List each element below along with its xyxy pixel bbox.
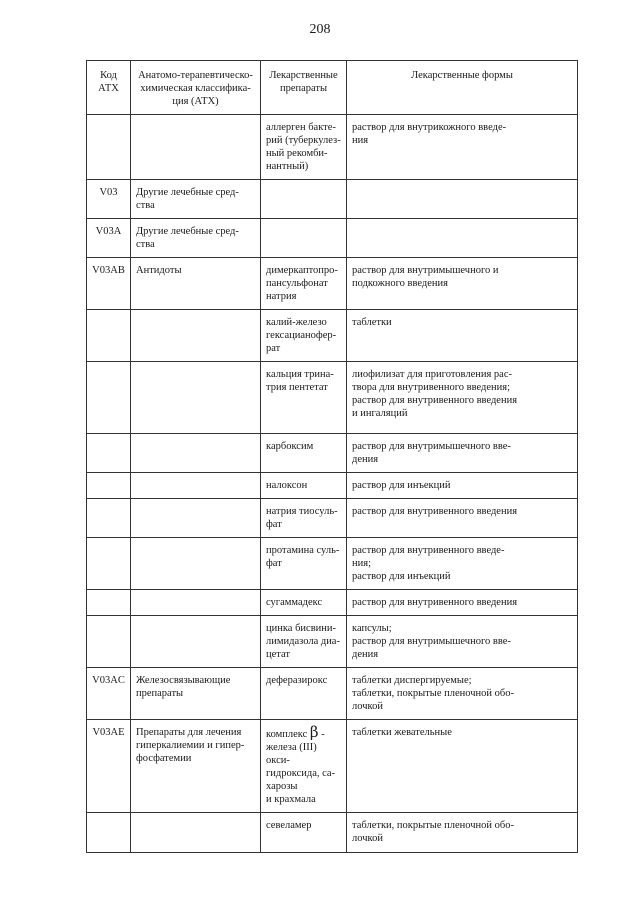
row-drug: сугаммадекс <box>261 590 347 616</box>
row-drug: деферазирокс <box>261 668 347 720</box>
page-number: 208 <box>309 22 331 37</box>
drug-prefix: комплекс <box>266 729 310 740</box>
row-class <box>131 115 261 180</box>
row-code <box>87 362 131 434</box>
row-drug <box>261 180 347 219</box>
row-code <box>87 616 131 668</box>
table-row <box>87 616 578 668</box>
row-class <box>131 434 261 473</box>
table-row <box>87 362 578 434</box>
table-row <box>87 180 578 219</box>
row-drug: аллерген бакте- рий (туберкулез- ный рекомби- нантный) <box>261 115 347 180</box>
row-class <box>131 616 261 668</box>
row-drug: цинка бисвини- лимидазола диа- цетат <box>261 616 347 668</box>
row-code: V03A <box>87 219 131 258</box>
row-forms: таблетки диспергируемые; таблетки, покрытые пленочной обо- лочкой <box>347 668 578 720</box>
row-code <box>87 473 131 499</box>
row-drug: карбоксим <box>261 434 347 473</box>
table-row <box>87 813 578 853</box>
table-row <box>87 115 578 180</box>
row-forms: раствор для внутривенного введения <box>347 590 578 616</box>
row-code: V03AB <box>87 258 131 310</box>
atc-table <box>86 60 578 853</box>
row-class <box>131 590 261 616</box>
row-class <box>131 362 261 434</box>
row-drug: калий-железо гексацианофер- рат <box>261 310 347 362</box>
row-forms: лиофилизат для приготовления рас- твора для внутривенного введения; раствор для внутривенного введения и ингаляций <box>347 362 578 434</box>
row-drug: налоксон <box>261 473 347 499</box>
table-row <box>87 499 578 538</box>
row-class: Другие лечебные сред- ства <box>131 180 261 219</box>
table-row <box>87 219 578 258</box>
row-drug <box>261 720 347 813</box>
row-class: Другие лечебные сред- ства <box>131 219 261 258</box>
row-class <box>131 499 261 538</box>
row-drug <box>261 219 347 258</box>
row-class <box>131 310 261 362</box>
row-class <box>131 473 261 499</box>
row-forms: раствор для внутримышечного вве- дения <box>347 434 578 473</box>
header-code: Код АТХ <box>87 61 131 115</box>
table-row <box>87 668 578 720</box>
row-class <box>131 813 261 853</box>
row-forms: таблетки, покрытые пленочной обо- лочкой <box>347 813 578 853</box>
row-code <box>87 590 131 616</box>
row-code <box>87 813 131 853</box>
row-drug: севеламер <box>261 813 347 853</box>
row-forms: раствор для внутримышечного и подкожного введения <box>347 258 578 310</box>
row-code <box>87 434 131 473</box>
row-code: V03 <box>87 180 131 219</box>
table-row <box>87 538 578 590</box>
row-forms: раствор для внутривенного введе- ния; раствор для инъекций <box>347 538 578 590</box>
row-forms <box>347 219 578 258</box>
row-forms <box>347 180 578 219</box>
row-code: V03AE <box>87 720 131 813</box>
drug-suffix: - железа (III) окси- гидроксида, са- харозы и крахмала <box>266 729 336 805</box>
row-class <box>131 538 261 590</box>
row-drug: протамина суль- фат <box>261 538 347 590</box>
table-row <box>87 473 578 499</box>
table-row <box>87 310 578 362</box>
row-forms: таблетки жевательные <box>347 720 578 813</box>
table-row <box>87 590 578 616</box>
row-forms: раствор для внутривенного введения <box>347 499 578 538</box>
row-forms: капсулы; раствор для внутримышечного вве- дения <box>347 616 578 668</box>
row-class: Железосвязывающие препараты <box>131 668 261 720</box>
table-row <box>87 720 578 813</box>
table-row <box>87 258 578 310</box>
row-code <box>87 115 131 180</box>
row-class: Препараты для лечения гиперкалиемии и гипер- фосфатемии <box>131 720 261 813</box>
row-code <box>87 499 131 538</box>
row-forms: раствор для инъекций <box>347 473 578 499</box>
header-classification: Анатомо-терапевтическо- химическая классифика- ция (АТХ) <box>131 61 261 115</box>
row-class: Антидоты <box>131 258 261 310</box>
row-code: V03AC <box>87 668 131 720</box>
row-forms: таблетки <box>347 310 578 362</box>
table-header-row <box>87 61 578 115</box>
row-forms: раствор для внутрикожного введе- ния <box>347 115 578 180</box>
row-drug: кальция трина- трия пентетат <box>261 362 347 434</box>
header-drugs: Лекарственные препараты <box>261 61 347 115</box>
header-forms: Лекарственные формы <box>347 61 578 115</box>
row-code <box>87 538 131 590</box>
table-row <box>87 434 578 473</box>
beta-symbol: β <box>309 723 319 741</box>
row-drug: димеркаптопро- пансульфонат натрия <box>261 258 347 310</box>
row-code <box>87 310 131 362</box>
row-drug: натрия тиосуль- фат <box>261 499 347 538</box>
